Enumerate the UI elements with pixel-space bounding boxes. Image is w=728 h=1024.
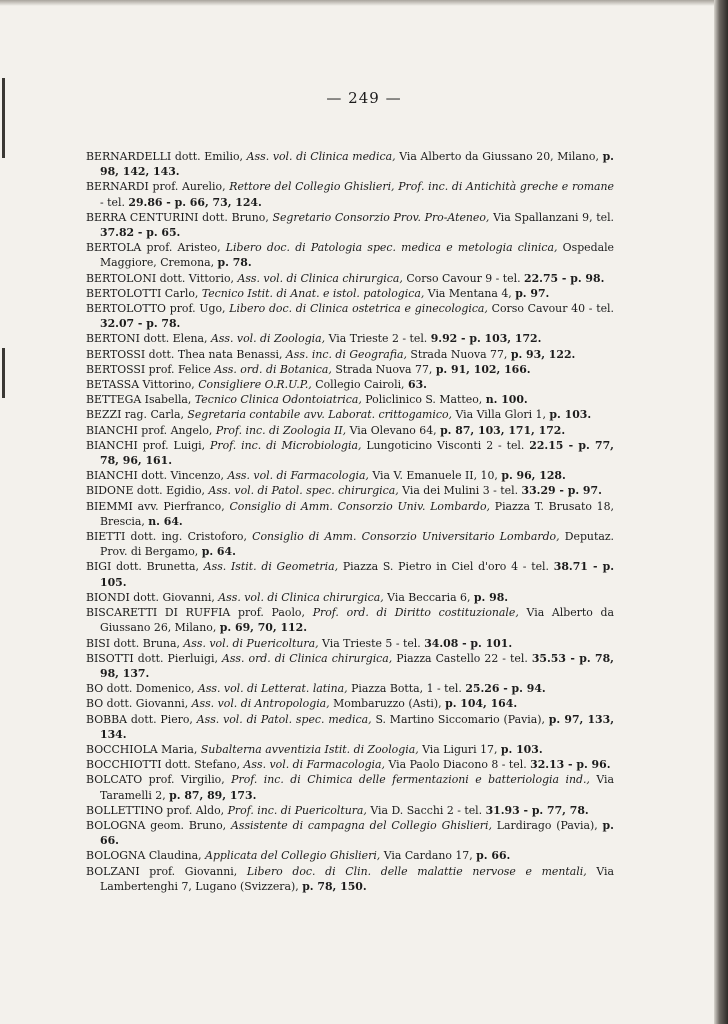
directory-entry [86, 301, 614, 331]
entry-refs: n. 100. [485, 393, 528, 407]
directory-entry [86, 347, 614, 362]
directory-entry [86, 864, 614, 894]
directory-entry [86, 651, 614, 681]
entry-address: Policlinico S. Matteo, [365, 393, 483, 407]
entry-name: BERTOLONI dott. Vittorio, [86, 271, 234, 285]
entry-role: Consiglio di Amm. Consorzio Univ. Lombardo, [229, 499, 490, 513]
entry-role: Ass. ord. di Clinica chirurgica, [221, 651, 393, 665]
entry-name: BISCARETTI DI RUFFIA prof. Paolo, [86, 606, 305, 620]
entry-role: Ass. vol. di Clinica chirurgica, [237, 271, 403, 285]
directory-entry [86, 377, 614, 392]
directory-entry [86, 681, 614, 696]
entry-name: BERNARDELLI dott. Emilio, [86, 150, 243, 163]
entry-name: BERRA CENTURINI dott. Bruno, [86, 210, 269, 224]
entry-name: BETTEGA Isabella, [86, 393, 192, 407]
entry-role: Prof. inc. di Zoologia II, [215, 423, 347, 437]
entry-address: Piazza Castello 22 - tel. [396, 651, 528, 665]
binding-edge [714, 0, 728, 1024]
entry-refs: p. 87, 89, 173. [169, 788, 257, 802]
entry-address: Piazza T. Brusato 18, Brescia, [100, 499, 614, 528]
entry-address: Via Cardano 17, [383, 849, 473, 863]
entry-role: Ass. vol. di Clinica medica, [246, 150, 396, 163]
entry-refs: 29.86 - p. 66, 73, 124. [128, 195, 262, 209]
entry-role: Ass. vol. di Patol. spec. chirurgica, [208, 484, 399, 498]
entry-address: Via D. Sacchi 2 - tel. [370, 803, 483, 817]
entry-name: BOCCHIOTTI dott. Stefano, [86, 758, 241, 772]
entry-name: BIDONE dott. Egidio, [86, 484, 205, 498]
entry-name: BOLOGNA Claudina, [86, 849, 202, 863]
entry-refs: p. 91, 102, 166. [435, 362, 531, 376]
directory-entry [86, 605, 614, 635]
entry-role: Tecnico Clinica Odontoiatrica, [194, 393, 362, 407]
entry-address: Via Liguri 17, [422, 742, 498, 756]
entry-role: Ass. vol. di Puericoltura, [183, 636, 319, 650]
entry-role: Tecnico Istit. di Anat. e istol. patologica, [201, 286, 425, 300]
entry-role: Prof. inc. di Microbiologia, [210, 438, 362, 452]
entry-address: Via V. Emanuele II, 10, [372, 469, 498, 483]
directory-entry [86, 712, 614, 742]
directory-entry [86, 818, 614, 848]
entry-name: BO dott. Giovanni, [86, 697, 189, 711]
entry-refs: 32.13 - p. 96. [530, 758, 611, 772]
entry-role: Libero doc. di Clin. delle malattie nervose e mentali, [246, 864, 587, 878]
directory-entry [86, 529, 614, 559]
entry-address: S. Martino Siccomario (Pavia), [375, 712, 545, 726]
directory-entry [86, 559, 614, 589]
entry-address: Via Alberto da Giussano 20, Milano, [399, 150, 599, 163]
entry-address: Strada Nuova 77, [410, 347, 508, 361]
entry-refs: p. 78, 150. [302, 879, 367, 893]
entry-role: Ass. vol. di Clinica chirurgica, [218, 590, 384, 604]
entry-refs: p. 66. [476, 849, 511, 863]
directory-entry [86, 742, 614, 757]
entry-name: BIANCHI prof. Angelo, [86, 423, 213, 437]
entry-role: Libero doc. di Patologia spec. medica e metologia clinica, [225, 241, 558, 255]
directory-entry [86, 468, 614, 483]
entry-refs: 32.07 - p. 78. [100, 317, 181, 331]
entry-address: Via Paolo Diacono 8 - tel. [388, 758, 527, 772]
entry-refs: n. 64. [148, 514, 183, 528]
directory-entry [86, 772, 614, 802]
entry-refs: p. 64. [201, 545, 236, 559]
entry-role: Ass. vol. di Farmacologia, [243, 758, 385, 772]
page-number: — 249 — [326, 89, 402, 107]
entry-refs: 35.53 - p. 78, 98, 137. [100, 651, 614, 680]
entry-refs: 22.75 - p. 98. [524, 271, 605, 285]
entry-name: BOLOGNA geom. Bruno, [86, 818, 227, 832]
entry-refs: p. 97. [515, 286, 550, 300]
entry-address: Corso Cavour 9 - tel. [406, 271, 521, 285]
entry-address: Via Alberto da Giussano 26, Milano, [100, 606, 615, 635]
entry-refs: 34.08 - p. 101. [424, 636, 513, 650]
entry-role: Libero doc. di Clinica ostetrica e ginecologica, [229, 302, 488, 316]
directory-list [86, 149, 614, 894]
directory-entry [86, 407, 614, 422]
directory-entry [86, 286, 614, 301]
directory-entry [86, 423, 614, 438]
entry-name: BERTOLA prof. Aristeo, [86, 241, 221, 255]
entry-role: Segretario Consorzio Prov. Pro-Ateneo, [272, 210, 490, 224]
entry-refs: 33.29 - p. 97. [521, 484, 602, 498]
entry-role: Consigliere O.R.U.P., [198, 378, 312, 392]
entry-refs: 38.71 - p. 105. [100, 560, 614, 589]
entry-address: Mombaruzzo (Asti), [333, 697, 442, 711]
entry-refs: p. 98. [473, 590, 509, 604]
entry-refs: p. 104, 164. [445, 697, 518, 711]
entry-address: Piazza Botta, 1 - tel. [351, 682, 462, 696]
entry-address: Via Olevano 64, [349, 423, 437, 437]
entry-address: Deputaz. Prov. di Bergamo, [100, 530, 615, 559]
entry-role: Assistente di campagna del Collegio Ghislieri, [230, 818, 492, 832]
entry-address: Via Villa Glori 1, [455, 408, 546, 422]
entry-refs: 37.82 - p. 65. [100, 226, 181, 240]
entry-role: Ass. inc. di Geografia, [285, 347, 407, 361]
entry-name: BIONDI dott. Giovanni, [86, 590, 215, 604]
entry-address: Lungoticino Visconti 2 - tel. [366, 438, 525, 452]
entry-name: BERTONI dott. Elena, [86, 332, 208, 346]
entry-refs: p. 98, 142, 143. [100, 150, 614, 179]
entry-address: Via Taramelli 2, [100, 773, 614, 802]
entry-name: BERTOLOTTI Carlo, [86, 286, 199, 300]
entry-role: Ass. vol. di Antropologia, [191, 697, 330, 711]
entry-name: BIGI dott. Brunetta, [86, 560, 199, 574]
entry-name: BERNARDI prof. Aurelio, [86, 180, 226, 194]
entry-name: BISI dott. Bruna, [86, 636, 180, 650]
directory-entry [86, 149, 614, 179]
directory-entry [86, 803, 614, 818]
entry-name: BEZZI rag. Carla, [86, 408, 184, 422]
directory-entry [86, 483, 614, 498]
directory-entry [86, 179, 614, 209]
entry-name: BISOTTI dott. Pierluigi, [86, 651, 218, 665]
entry-role: Subalterna avventizia Istit. di Zoologia, [200, 742, 419, 756]
entry-name: BIEMMI avv. Pierfranco, [86, 499, 225, 513]
entry-role: Ass. vol. di Patol. spec. medica, [196, 712, 372, 726]
entry-name: BOCCHIOLA Maria, [86, 742, 198, 756]
entry-address: Collegio Cairoli, [315, 378, 405, 392]
directory-entry [86, 757, 614, 772]
directory-entry [86, 210, 614, 240]
entry-role: Segretaria contabile avv. Laborat. crittogamico, [187, 408, 452, 422]
entry-address: Via Mentana 4, [427, 286, 512, 300]
directory-entry [86, 331, 614, 346]
directory-entry [86, 392, 614, 407]
entry-role: Prof. inc. di Puericoltura, [227, 803, 367, 817]
entry-refs: p. 87, 103, 171, 172. [440, 423, 566, 437]
entry-name: BERTOLOTTO prof. Ugo, [86, 302, 226, 316]
entry-name: BERTOSSI dott. Thea nata Benassi, [86, 347, 283, 361]
entry-address: Strada Nuova 77, [335, 362, 433, 376]
entry-name: BIANCHI dott. Vincenzo, [86, 469, 224, 483]
entry-address: - tel. [100, 195, 125, 209]
entry-refs: 22.15 - p. 77, 78, 96, 161. [100, 438, 614, 468]
entry-refs: p. 69, 70, 112. [219, 621, 307, 635]
entry-address: Via Trieste 2 - tel. [328, 332, 428, 346]
entry-role: Prof. ord. di Diritto costituzionale, [312, 606, 519, 620]
entry-refs: p. 93, 122. [510, 347, 576, 361]
entry-refs: p. 66. [100, 818, 614, 848]
directory-entry [86, 271, 614, 286]
entry-refs: p. 103. [500, 742, 543, 756]
directory-entry [86, 438, 614, 468]
entry-role: Ass. vol. di Farmacologia, [227, 469, 369, 483]
directory-entry [86, 696, 614, 711]
directory-entry [86, 240, 614, 270]
entry-role: Applicata del Collegio Ghislieri, [205, 849, 381, 863]
entry-refs: 63. [408, 378, 427, 392]
entry-role: Consiglio di Amm. Consorzio Universitario Lombardo, [252, 530, 560, 544]
entry-name: BO dott. Domenico, [86, 682, 195, 696]
entry-name: BOBBA dott. Piero, [86, 712, 193, 726]
entry-refs: p. 103. [549, 408, 592, 422]
entry-address: Corso Cavour 40 - tel. [491, 302, 614, 316]
entry-role: Ass. vol. di Letterat. latina, [197, 682, 348, 696]
entry-address: Lardirago (Pavia), [496, 818, 598, 832]
entry-address: Via Spallanzani 9, tel. [493, 210, 615, 224]
entry-name: BERTOSSI prof. Felice [86, 362, 211, 376]
directory-entry [86, 362, 614, 377]
entry-address: Via Beccaria 6, [387, 590, 471, 604]
page-top-shadow [0, 0, 728, 6]
entry-address: Piazza S. Pietro in Ciel d'oro 4 - tel. [342, 560, 550, 574]
entry-role: Prof. inc. di Chimica delle fermentazioni e batteriologia ind., [231, 773, 590, 787]
directory-entry [86, 848, 614, 863]
entry-refs: p. 97, 133, 134. [100, 712, 615, 741]
entry-refs: 31.93 - p. 77, 78. [485, 803, 589, 817]
entry-address: Ospedale Maggiore, Cremona, [100, 241, 614, 270]
margin-mark [2, 348, 5, 398]
entry-name: BIANCHI prof. Luigi, [86, 438, 206, 452]
entry-refs: p. 78. [217, 256, 252, 270]
entry-address: Via Lambertenghi 7, Lugano (Svizzera), [100, 864, 614, 893]
entry-name: BOLLETTINO prof. Aldo, [86, 803, 225, 817]
entry-role: Ass. vol. di Zoologia, [210, 332, 326, 346]
entry-name: BIETTI dott. ing. Cristoforo, [86, 530, 247, 544]
entry-address: Via dei Mulini 3 - tel. [402, 484, 519, 498]
entry-name: BETASSA Vittorino, [86, 378, 195, 392]
entry-role: Ass. ord. di Botanica, [214, 362, 332, 376]
entry-role: Ass. Istit. di Geometria, [203, 560, 339, 574]
entry-address: Via Trieste 5 - tel. [322, 636, 421, 650]
entry-refs: 9.92 - p. 103, 172. [430, 332, 542, 346]
directory-entry [86, 590, 614, 605]
entry-refs: 25.26 - p. 94. [465, 682, 546, 696]
directory-entry [86, 636, 614, 651]
entry-name: BOLCATO prof. Virgilio, [86, 773, 225, 787]
entry-name: BOLZANI prof. Giovanni, [86, 864, 238, 878]
entry-role: Rettore del Collegio Ghislieri, Prof. inc. di Antichità greche e romane [229, 180, 614, 194]
entry-refs: p. 96, 128. [501, 469, 566, 483]
directory-entry [86, 499, 614, 529]
